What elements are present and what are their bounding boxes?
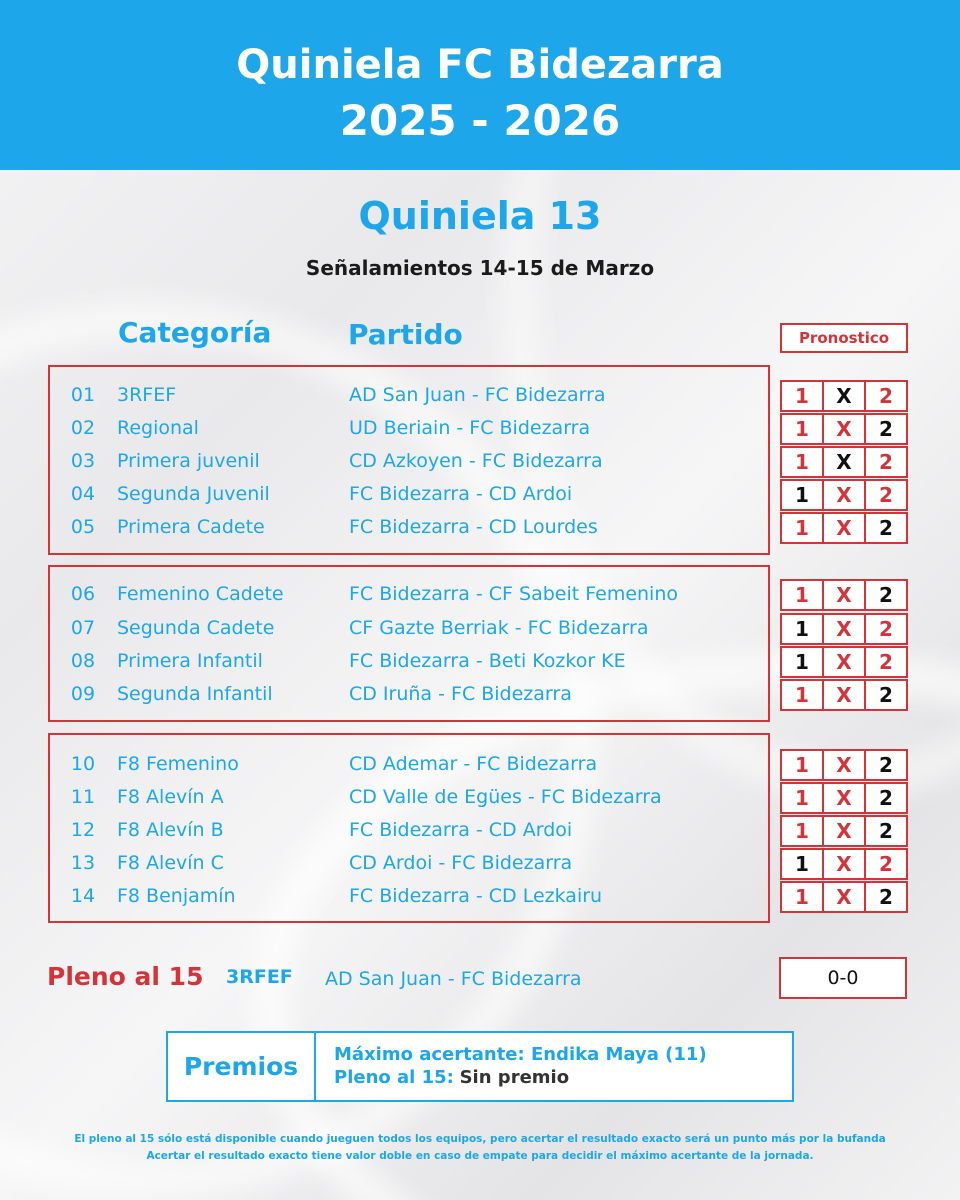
row-number: 08	[70, 650, 96, 672]
prediction-2: 2	[864, 581, 906, 609]
row-number: 06	[70, 583, 96, 605]
prediction-box	[780, 613, 908, 645]
premios-pleno-label: Pleno al 15:	[334, 1067, 454, 1088]
prediction-1: 1	[795, 617, 809, 641]
prediction-box	[780, 446, 908, 478]
prediction-1: 1	[795, 852, 809, 876]
row-match: FC Bidezarra - CF Sabeit Femenino	[349, 583, 679, 605]
prediction-1: 1	[795, 583, 809, 607]
pleno-category: 3RFEF	[226, 966, 293, 988]
row-number: 04	[70, 483, 96, 505]
row-match: CF Gazte Berriak - FC Bidezarra	[349, 617, 649, 639]
row-match: FC Bidezarra - Beti Kozkor KE	[349, 650, 626, 672]
row-category: Segunda Juvenil	[117, 483, 270, 505]
prediction-box	[780, 815, 908, 847]
row-number: 01	[70, 384, 96, 406]
prediction-1: 1	[795, 516, 809, 540]
prediction-x: X	[822, 681, 864, 709]
row-number: 13	[70, 852, 96, 874]
prediction-2: 2	[864, 751, 906, 779]
premios-pleno-value: Sin premio	[459, 1067, 570, 1088]
row-match: CD Iruña - FC Bidezarra	[349, 683, 572, 705]
row-match: CD Azkoyen - FC Bidezarra	[349, 450, 603, 472]
prediction-box	[780, 749, 908, 781]
prediction-1: 1	[795, 753, 809, 777]
row-category: Regional	[117, 417, 199, 439]
row-number: 09	[70, 683, 96, 705]
row-match: CD Ademar - FC Bidezarra	[349, 753, 598, 775]
column-header-match: Partido	[348, 318, 463, 351]
prediction-box	[780, 646, 908, 678]
prediction-x: X	[822, 382, 864, 410]
prediction-1: 1	[795, 819, 809, 843]
prediction-box	[780, 512, 908, 544]
prediction-2: 2	[864, 784, 906, 812]
premios-label: Premios	[168, 1033, 316, 1100]
row-category: F8 Alevín C	[117, 852, 224, 874]
row-category: 3RFEF	[117, 384, 177, 406]
row-match: FC Bidezarra - CD Ardoi	[349, 483, 573, 505]
footnote-1: El pleno al 15 sólo está disponible cuando jueguen todos los equipos, pero acertar el resultado exacto será un punto más por la bufanda	[74, 1133, 886, 1145]
row-number: 10	[70, 753, 96, 775]
row-number: 07	[70, 617, 96, 639]
prediction-2: 2	[864, 382, 906, 410]
quiniela-subtitle: Señalamientos 14-15 de Marzo	[305, 256, 655, 280]
footnote-2: Acertar el resultado exacto tiene valor doble en caso de empate para decidir el máximo acertante de la jornada.	[146, 1150, 814, 1162]
row-match: FC Bidezarra - CD Ardoi	[349, 819, 573, 841]
prediction-2: 2	[864, 481, 906, 509]
row-match: FC Bidezarra - CD Lourdes	[349, 516, 598, 538]
row-match: CD Valle de Egües - FC Bidezarra	[349, 786, 662, 808]
prediction-1: 1	[795, 450, 809, 474]
prediction-2: 2	[864, 448, 906, 476]
header-title: Quiniela FC Bidezarra	[236, 42, 724, 88]
pleno-label: Pleno al 15	[47, 962, 204, 991]
row-number: 03	[70, 450, 96, 472]
prediction-1: 1	[795, 885, 809, 909]
prediction-2: 2	[864, 883, 906, 911]
prediction-2: 2	[864, 681, 906, 709]
row-number: 14	[70, 885, 96, 907]
row-category: Segunda Infantil	[117, 683, 273, 705]
prediction-x: X	[822, 448, 864, 476]
header-season: 2025 - 2026	[339, 96, 621, 145]
prediction-box	[780, 881, 908, 913]
row-category: Primera Cadete	[117, 516, 265, 538]
prediction-2: 2	[864, 415, 906, 443]
prediction-2: 2	[864, 817, 906, 845]
row-category: F8 Femenino	[117, 753, 239, 775]
row-category: Primera juvenil	[117, 450, 260, 472]
prediction-x: X	[822, 581, 864, 609]
prediction-x: X	[822, 784, 864, 812]
row-match: AD San Juan - FC Bidezarra	[349, 384, 606, 406]
prediction-box	[780, 679, 908, 711]
row-number: 11	[70, 786, 96, 808]
row-category: Femenino Cadete	[117, 583, 284, 605]
row-category: F8 Alevín B	[117, 819, 224, 841]
prediction-2: 2	[864, 850, 906, 878]
row-category: Segunda Cadete	[117, 617, 275, 639]
prediction-1: 1	[795, 384, 809, 408]
row-number: 02	[70, 417, 96, 439]
prediction-box	[780, 380, 908, 412]
prediction-x: X	[822, 514, 864, 542]
premios-max: Máximo acertante: Endika Maya (11)	[334, 1044, 707, 1065]
prediction-1: 1	[795, 650, 809, 674]
prediction-x: X	[822, 751, 864, 779]
column-header-prediction: Pronostico	[780, 323, 908, 353]
premios-box	[166, 1031, 794, 1102]
prediction-1: 1	[795, 786, 809, 810]
row-number: 12	[70, 819, 96, 841]
prediction-box	[780, 579, 908, 611]
prediction-x: X	[822, 481, 864, 509]
prediction-1: 1	[795, 417, 809, 441]
prediction-2: 2	[864, 615, 906, 643]
prediction-1: 1	[795, 483, 809, 507]
row-number: 05	[70, 516, 96, 538]
prediction-x: X	[822, 850, 864, 878]
prediction-1: 1	[795, 683, 809, 707]
row-match: CD Ardoi - FC Bidezarra	[349, 852, 573, 874]
prediction-x: X	[822, 648, 864, 676]
prediction-2: 2	[864, 648, 906, 676]
row-category: F8 Alevín A	[117, 786, 224, 808]
row-match: UD Beriain - FC Bidezarra	[349, 417, 591, 439]
prediction-x: X	[822, 817, 864, 845]
prediction-x: X	[822, 883, 864, 911]
prediction-box	[780, 479, 908, 511]
row-category: Primera Infantil	[117, 650, 263, 672]
prediction-box	[780, 848, 908, 880]
prediction-box	[780, 782, 908, 814]
row-match: FC Bidezarra - CD Lezkairu	[349, 885, 603, 907]
row-category: F8 Benjamín	[117, 885, 236, 907]
pleno-result: 0-0	[779, 957, 907, 999]
column-header-category: Categoría	[118, 316, 272, 349]
prediction-2: 2	[864, 514, 906, 542]
prediction-box	[780, 413, 908, 445]
prediction-x: X	[822, 415, 864, 443]
prediction-x: X	[822, 615, 864, 643]
quiniela-title: Quiniela 13	[358, 194, 602, 238]
header-banner	[0, 0, 960, 170]
pleno-match: AD San Juan - FC Bidezarra	[325, 968, 582, 990]
